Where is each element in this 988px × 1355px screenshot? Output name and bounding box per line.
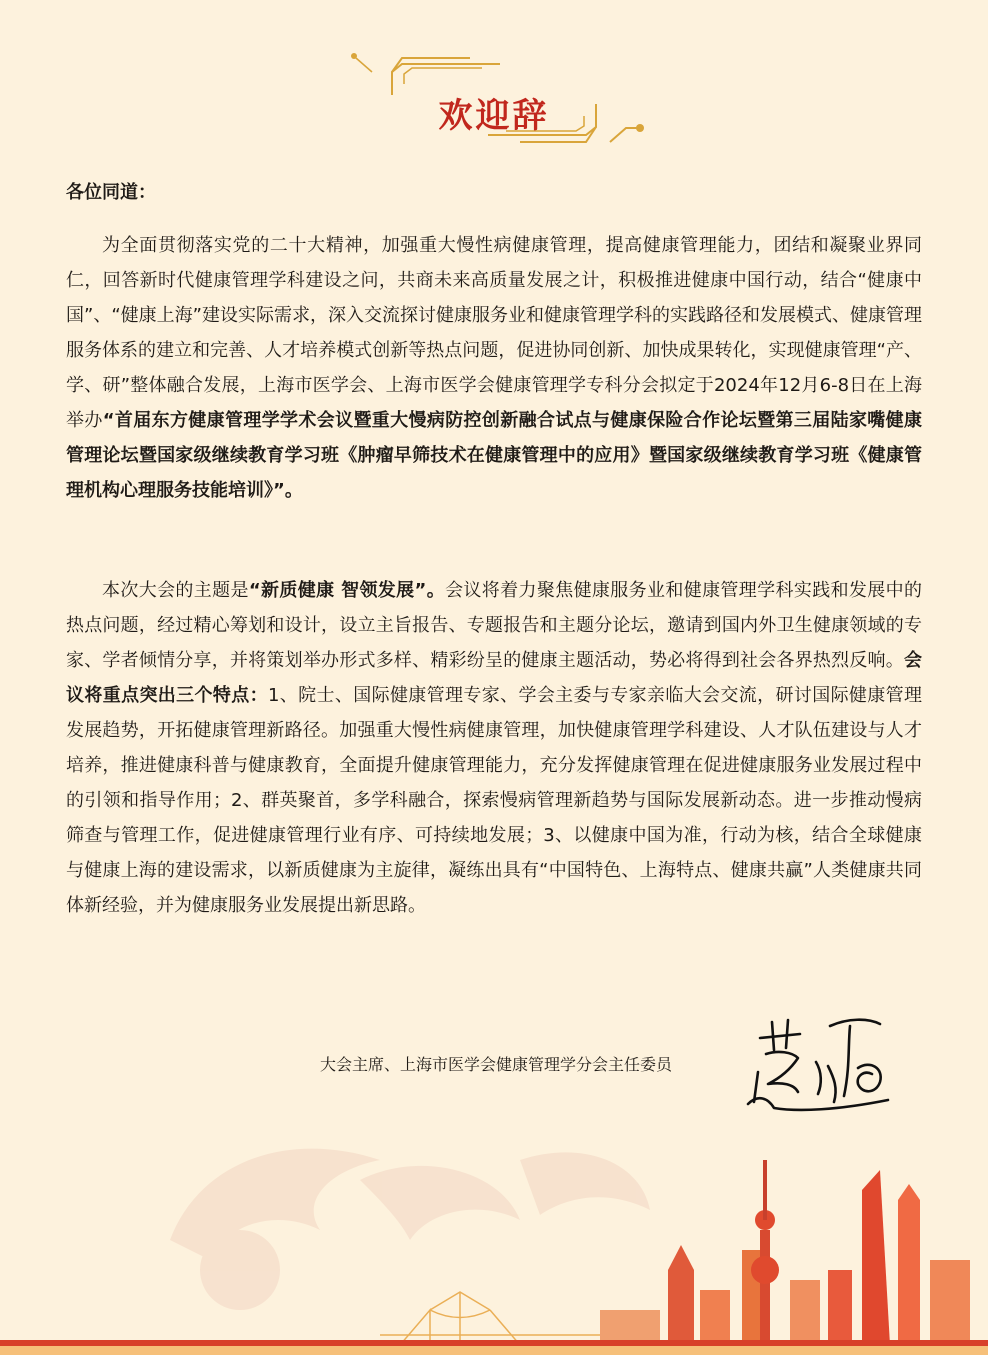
intro-event-name: “首届东方健康管理学学术会议暨重大慢病防控创新融合试点与健康保险合作论坛暨第三届陆家嘴健康管理论坛暨国家级继续教育学习班《肿瘤早筛技术在健康管理中的应用》暨国家级继续教育学习班《健康管理机构心理服务技能培训》”。: [66, 410, 922, 501]
salutation: 各位同道：: [66, 182, 156, 203]
theme-slogan: “新质健康 智领发展”。: [248, 580, 446, 601]
theme-lead: 本次大会的主题是: [102, 580, 249, 601]
city-skyline-illustration: [0, 1120, 988, 1355]
page-title: 欢迎辞: [438, 96, 550, 136]
features-heading: 会议将重点突出三个特点：: [66, 650, 922, 706]
paragraph-intro: [66, 228, 922, 508]
theme-body: 会议将着力聚焦健康服务业和健康管理学科实践和发展中的热点问题，经过精心筹划和设计，设立主旨报告、专题报告和主题分论坛，邀请到国内外卫生健康领域的专家、学者倾情分享，并将策划举办形式多样、精彩纷呈的健康主题活动，势必将得到社会各界热烈反响。: [66, 580, 922, 671]
features-body: 1、院士、国际健康管理专家、学会主委与专家亲临大会交流，研讨国际健康管理发展趋势，开拓健康管理新路径。加强重大慢性病健康管理，加快健康管理学科建设、人才队伍建设与人才培养，推进健康科普与健康教育，全面提升健康管理能力，充分发挥健康管理在促进健康服务业发展过程中的引领和指导作用；2、群英聚首，多学科融合，探索慢病管理新趋势与国际发展新动态。进一步推动慢病筛查与管理工作，促进健康管理行业有序、可持续地发展；3、以健康中国为准，行动为核，结合全球健康与健康上海的建设需求，以新质健康为主旋律，凝练出具有“中国特色、上海特点、健康共赢”人类健康共同体新经验，并为健康服务业发展提出新思路。: [66, 685, 923, 916]
paragraph-theme: [66, 573, 922, 923]
signer-title: 大会主席、上海市医学会健康管理学分会主任委员: [320, 1055, 673, 1074]
handwritten-signature: [738, 1012, 898, 1122]
intro-text: 为全面贯彻落实党的二十大精神，加强重大慢性病健康管理，提高健康管理能力，团结和凝聚业界同仁，回答新时代健康管理学科建设之问，共商未来高质量发展之计，积极推进健康中国行动，结合“健康中国”、“健康上海”建设实际需求，深入交流探讨健康服务业和健康管理学科的实践路径和发展模式、健康管理服务体系的建立和完善、人才培养模式创新等热点问题，促进协同创新、加快成果转化，实现健康管理“产、学、研”整体融合发展，上海市医学会、上海市医学会健康管理学专科分会拟定于2024年12月6-8日在上海举办: [66, 235, 922, 431]
